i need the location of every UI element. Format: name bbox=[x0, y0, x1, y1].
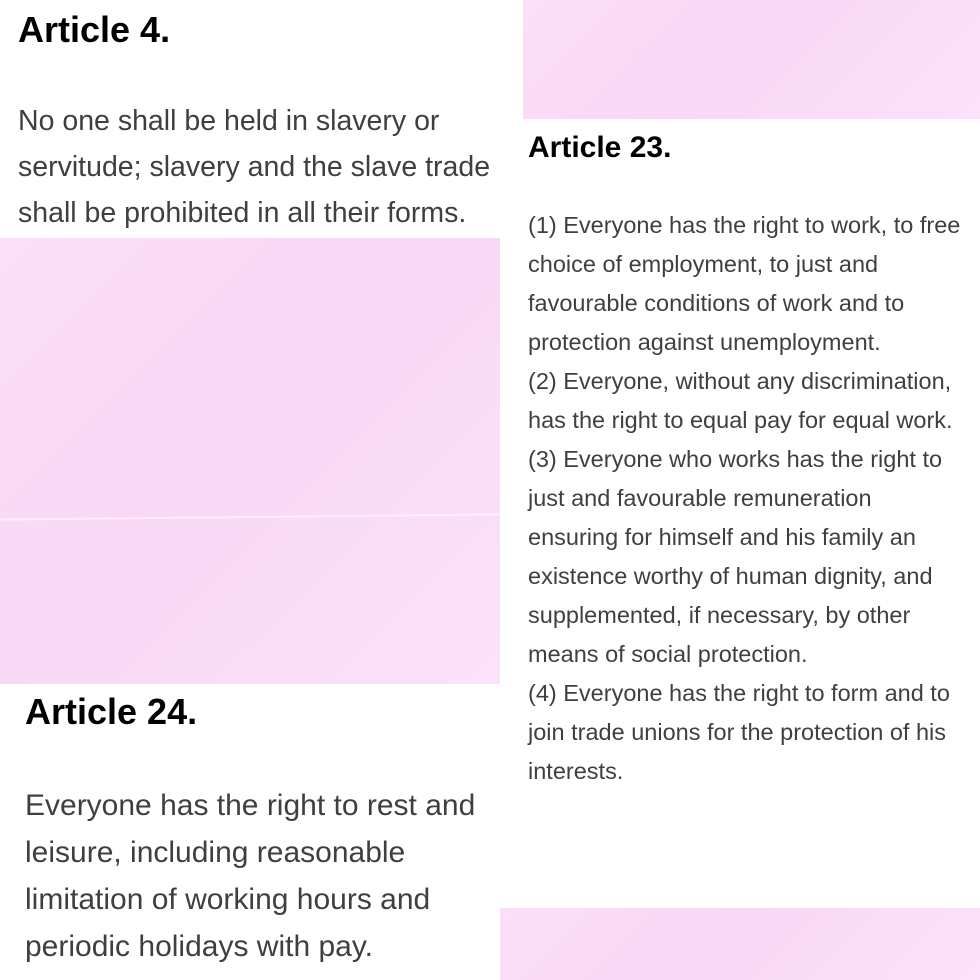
pink-paper-tile-bottom-right bbox=[500, 908, 980, 980]
article-23-paragraph-2: (2) Everyone, without any discrimination, has the right to equal pay for equal work. bbox=[528, 368, 953, 433]
article-4-heading: Article 4. bbox=[18, 9, 171, 50]
article-23-paragraph-4: (4) Everyone has the right to form and to join trade unions for the protection of his interests. bbox=[528, 680, 950, 784]
article-23-heading: Article 23. bbox=[528, 131, 672, 164]
article-4-text: No one shall be held in slavery or servitude; slavery and the slave trade shall be prohibited in all their forms. bbox=[18, 105, 491, 229]
article-23-paragraph-1: (1) Everyone has the right to work, to free choice of employment, to just and favourable conditions of work and to protection against unemployment. bbox=[528, 212, 961, 355]
pink-paper-tile-top-right bbox=[523, 0, 980, 119]
article-24-heading: Article 24. bbox=[25, 691, 198, 732]
article-23-text bbox=[528, 206, 964, 791]
article-24-text: Everyone has the right to rest and leisure, including reasonable limitation of working hours and periodic holidays with pay. bbox=[25, 789, 476, 963]
article-23-paragraph-3: (3) Everyone who works has the right to just and favourable remuneration ensuring for himself and his family an existence worthy of human dignity, and supplemented, if necessary, by other means of social protection. bbox=[528, 446, 943, 667]
pink-paper-tile-left bbox=[0, 238, 500, 684]
